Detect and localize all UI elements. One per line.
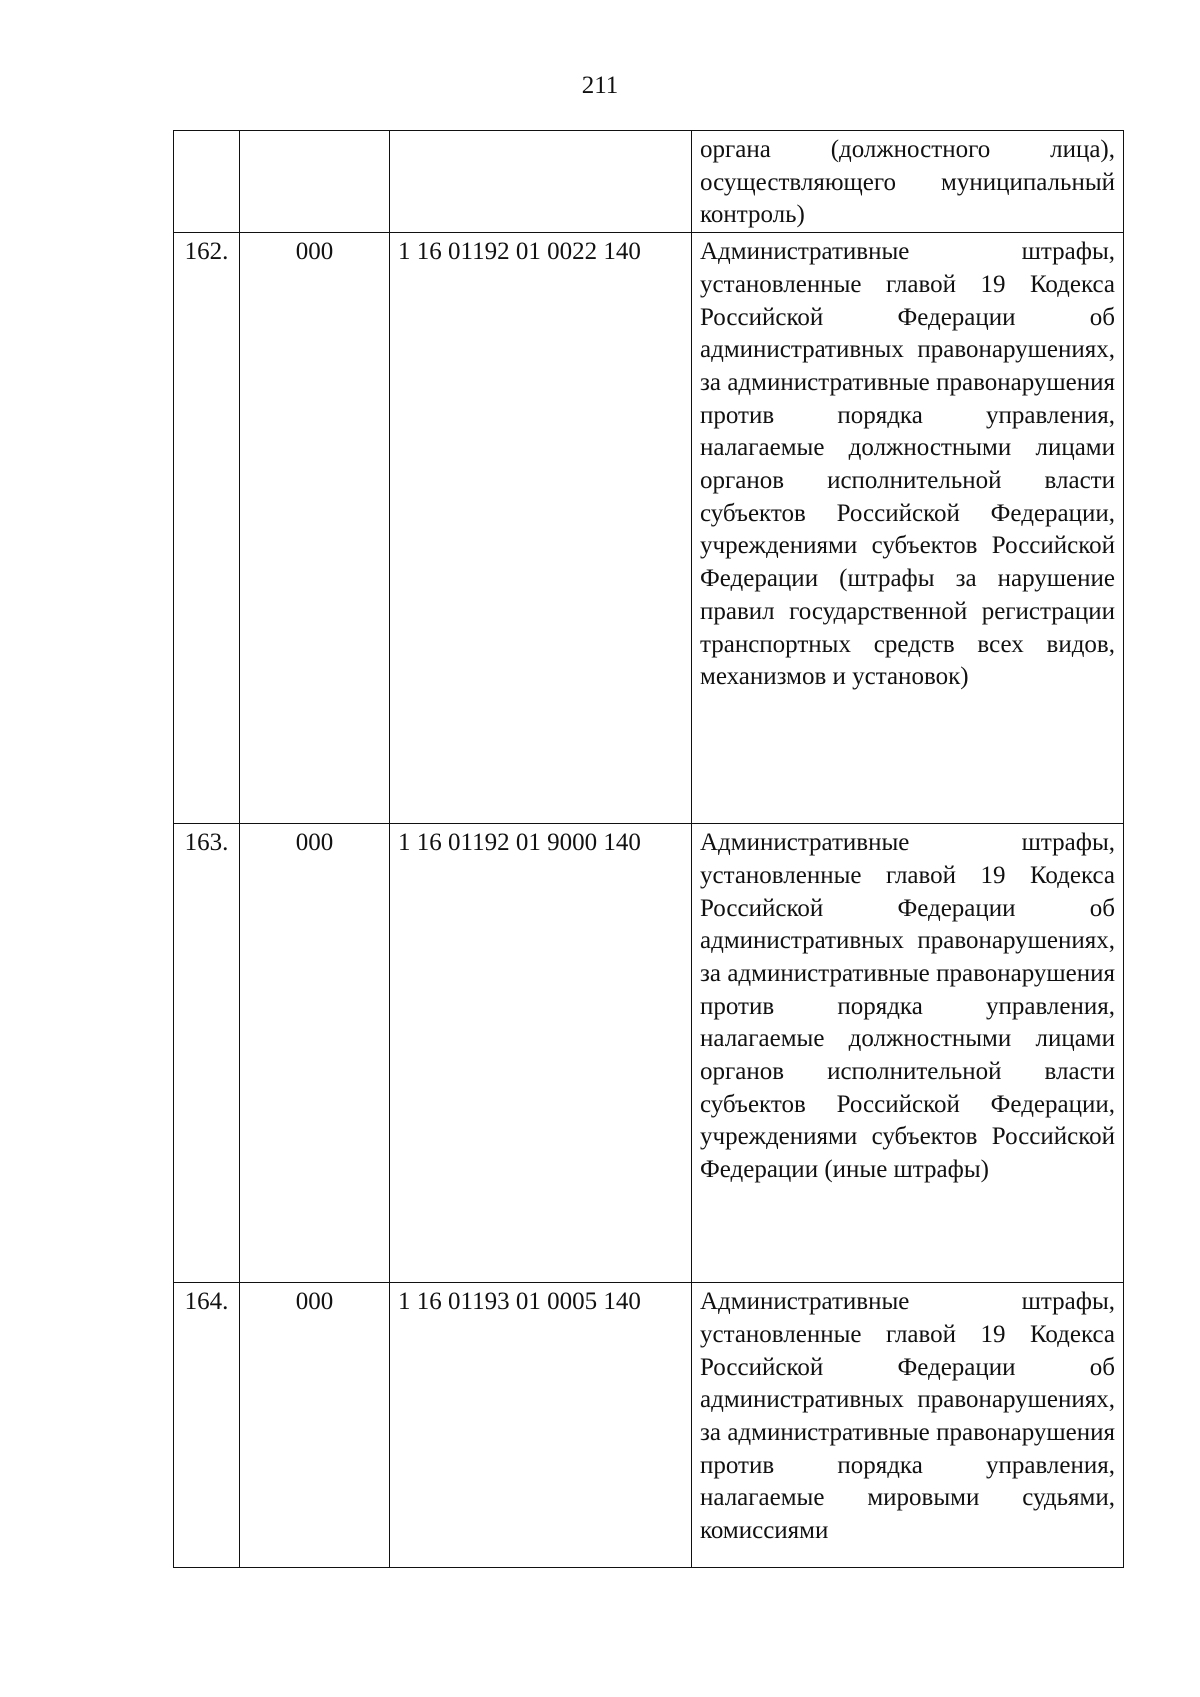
description-cell: Административные штрафы, установленные главой 19 Кодекса Российской Федерации об административных правонарушениях, за административные правонарушения против порядка управления, налагаемые мировыми судьями, комиссиями bbox=[692, 1283, 1124, 1568]
administrator-code-cell: 000 bbox=[240, 824, 390, 1283]
table-row bbox=[174, 824, 1124, 1283]
page-number: 211 bbox=[581, 72, 619, 99]
description-cell: органа (должностного лица), осуществляющего муниципальный контроль) bbox=[692, 131, 1124, 233]
administrator-code-cell bbox=[240, 131, 390, 233]
administrator-code-cell: 000 bbox=[240, 233, 390, 824]
description-cell: Административные штрафы, установленные главой 19 Кодекса Российской Федерации об административных правонарушениях, за административные правонарушения против порядка управления, налагаемые должностными лицами органов исполнительной власти субъектов Российской Федерации, учреждениями субъектов Российской Федерации (иные штрафы) bbox=[692, 824, 1124, 1283]
row-number-cell: 164. bbox=[174, 1283, 240, 1568]
table-row bbox=[174, 1283, 1124, 1568]
budget-classification-table bbox=[173, 130, 1124, 1568]
row-number-cell: 162. bbox=[174, 233, 240, 824]
budget-code-cell bbox=[390, 131, 692, 233]
budget-code-cell: 1 16 01193 01 0005 140 bbox=[390, 1283, 692, 1568]
row-number-cell: 163. bbox=[174, 824, 240, 1283]
table-row bbox=[174, 131, 1124, 233]
table-row bbox=[174, 233, 1124, 824]
budget-code-cell: 1 16 01192 01 0022 140 bbox=[390, 233, 692, 824]
administrator-code-cell: 000 bbox=[240, 1283, 390, 1568]
budget-code-cell: 1 16 01192 01 9000 140 bbox=[390, 824, 692, 1283]
row-number-cell bbox=[174, 131, 240, 233]
description-cell: Административные штрафы, установленные главой 19 Кодекса Российской Федерации об административных правонарушениях, за административные правонарушения против порядка управления, налагаемые должностными лицами органов исполнительной власти субъектов Российской Федерации, учреждениями субъектов Российской Федерации (штрафы за нарушение правил государственной регистрации транспортных средств всех видов, механизмов и установок) bbox=[692, 233, 1124, 824]
